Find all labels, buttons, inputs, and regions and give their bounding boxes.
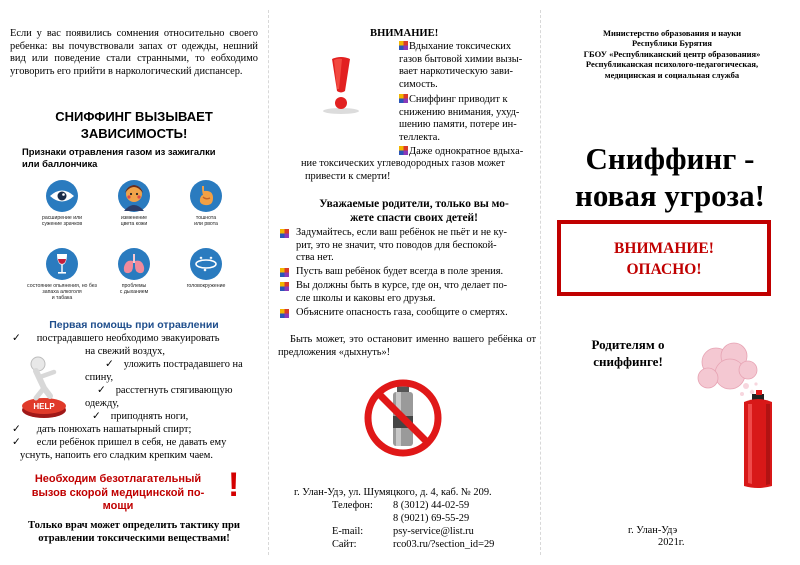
exclamation-icon: ! — [228, 466, 240, 504]
symptom-pupils — [27, 180, 97, 227]
first-aid-item — [97, 385, 255, 398]
to-parents-heading — [578, 336, 678, 370]
first-aid-text: приподнять ноги, — [110, 411, 189, 422]
symptom-intoxication — [27, 248, 97, 302]
email-link[interactable]: psy-service@list.ru — [393, 526, 474, 537]
fact-text: Вдыхание токсических — [409, 41, 512, 52]
first-aid-text: расстегнуть стягивающую — [115, 385, 233, 396]
tip-text: сле школы и каковы его друзья. — [296, 292, 436, 304]
symptom-label: и табака — [51, 295, 73, 302]
fact-text: симость. — [399, 78, 438, 90]
signs-heading-line: Признаки отравления газом из зажигалки — [22, 146, 216, 157]
intro-text: Если у вас появились сомнения относительно своего ребенка: вы почувствовали запах от одежды, нешний вид или поведение стали странными, то еобходимо уговорить его прийти в наркологический диспансер. — [10, 28, 258, 77]
symptom-label: состояние опьянения, но без — [27, 283, 97, 289]
year: 2021г. — [658, 537, 685, 548]
column-divider — [540, 10, 541, 555]
check-icon: ✓ — [97, 385, 106, 396]
ministry-line: медицинская и социальная служба — [604, 69, 740, 80]
tip-text: Задумайтесь, если ваш ребёнок не пьёт и не ку- — [296, 227, 508, 238]
fact-item — [399, 94, 537, 144]
symptom-label: сужение зрачков — [41, 221, 83, 228]
bullet-icon — [280, 282, 289, 291]
dizzy-icon — [190, 248, 222, 280]
fact-item — [399, 41, 537, 91]
first-aid-text: если ребёнок пришел в себя, не давать ему — [36, 437, 227, 448]
ministry-line: Республиканская психолого-педагогическая, — [585, 59, 759, 70]
lungs-icon — [118, 248, 150, 280]
first-aid-text: пострадавшего необходимо эвакуировать — [36, 333, 220, 344]
help-figure-illustration — [14, 352, 76, 420]
first-aid-text: уложить пострадавшего на — [123, 359, 243, 370]
bullet-icon — [280, 309, 289, 318]
fact-text: привести к смерти! — [305, 171, 391, 182]
site-label: Сайт: — [332, 539, 357, 550]
check-icon: ✓ — [12, 333, 21, 344]
parent-tip — [280, 280, 538, 305]
bullet-icon — [399, 41, 408, 50]
title-line: Сниффинг - — [585, 141, 755, 176]
first-aid-item — [12, 437, 262, 450]
symptom-label: изменение — [120, 215, 148, 221]
closing-text: Быть может, это остановит именно вашего ребёнка от предложения «дыхнуть»! — [278, 334, 536, 358]
ambulance-call-notice — [20, 473, 216, 514]
face-icon — [118, 180, 150, 212]
symptom-label: запаха алкоголя — [42, 289, 82, 296]
phone-number: 8 (9021) 69-55-29 — [393, 513, 470, 524]
bullet-icon — [399, 94, 408, 103]
fact-item-continued — [305, 171, 535, 184]
site-link[interactable]: rco03.ru/?section_id=29 — [393, 539, 495, 550]
first-aid-item — [12, 424, 191, 437]
tip-text: ства нет. — [296, 252, 334, 263]
ambulance-line: вызов скорой медицинской по- — [31, 486, 205, 499]
first-aid-text: одежду, — [85, 398, 120, 409]
symptom-label: расширение или — [41, 215, 83, 221]
first-aid-item — [105, 359, 255, 372]
ministry-line: ГБОУ «Республиканский центр образования» — [583, 48, 761, 59]
check-icon: ✓ — [12, 424, 21, 435]
danger-line: ВНИМАНИЕ! — [614, 240, 714, 257]
to-parents-line: Родителям о — [591, 337, 665, 352]
signs-heading-line: или баллончика — [22, 157, 98, 169]
doctor-line: Только врач может определить тактику при — [28, 520, 240, 531]
fact-text: ние токсических углеводородных газов может — [301, 158, 505, 169]
fact-text: Даже однократное вдыха- — [409, 146, 524, 157]
signs-heading — [22, 146, 262, 169]
fact-text: снижению внимания, ухуд- — [399, 106, 520, 118]
first-aid-text: уснуть, напоить его сладким крепким чаем. — [20, 450, 213, 461]
to-parents-line: сниффинге! — [593, 354, 663, 369]
doctor-line: отравлении токсическими веществами! — [38, 533, 230, 544]
red-exclamation-illustration — [296, 53, 386, 118]
parents-heading — [290, 197, 538, 225]
first-aid-item — [92, 411, 188, 424]
phone-label: Телефон: — [332, 500, 373, 511]
symptom-label: головокружение — [186, 283, 226, 289]
ministry-line: Республики Бурятия — [631, 38, 713, 49]
danger-warning-box — [557, 220, 771, 296]
attention-title: ВНИМАНИЕ! — [370, 28, 439, 39]
brochure-title — [550, 140, 790, 214]
city: г. Улан-Удэ — [628, 525, 678, 536]
tip-text: Объясните опасность газа, сообщите о смертях. — [296, 307, 508, 318]
first-aid-item — [85, 398, 119, 411]
symptom-label: или рвота — [194, 221, 218, 228]
fact-item — [399, 146, 537, 159]
first-aid-text: на свежий воздух, — [85, 346, 165, 357]
bullet-icon — [399, 146, 408, 155]
parent-tip — [280, 307, 538, 320]
first-aid-item — [85, 372, 113, 385]
help-button-label: HELP — [33, 402, 55, 411]
symptom-nausea — [171, 180, 241, 227]
symptom-label: цвета кожи — [120, 221, 148, 228]
parents-heading-line: Уважаемые родители, только вы мо- — [319, 198, 509, 210]
bullet-icon — [280, 268, 289, 277]
wine-glass-icon — [46, 248, 78, 280]
fact-text: Сниффинг приводит к — [409, 94, 508, 105]
danger-line: ОПАСНО! — [626, 261, 702, 278]
symptom-dizziness — [171, 248, 241, 289]
ministry-header — [557, 28, 787, 80]
symptom-breathing — [99, 248, 169, 295]
check-icon: ✓ — [92, 411, 101, 422]
check-icon: ✓ — [105, 359, 114, 370]
bullet-icon — [280, 229, 289, 238]
tip-text: рит, это не значит, что поводов для беспокой- — [296, 239, 497, 251]
address: г. Улан-Удэ, ул. Шумяцкого, д. 4, каб. № 209. — [294, 487, 492, 498]
ministry-line: Министерство образования и науки — [602, 28, 742, 38]
first-aid-text: спину, — [85, 372, 114, 383]
fact-text: шению памяти, потере ин- — [399, 119, 517, 130]
symptom-label: проблемы — [121, 283, 147, 289]
addiction-heading-line: СНИФФИНГ ВЫЗЫВАЕТ — [55, 109, 213, 124]
tip-text: Пусть ваш ребёнок будет всегда в поле зрения. — [296, 266, 504, 277]
tip-text: Вы должны быть в курсе, где он, что делает по- — [296, 280, 508, 291]
fact-text: вает наркотическую зави- — [399, 66, 513, 77]
fact-text: теллекта. — [399, 131, 440, 143]
symptom-label: тошнота — [195, 215, 217, 221]
symptom-label: с дыханием — [119, 289, 149, 296]
symptom-skin — [99, 180, 169, 227]
no-spray-icon — [363, 378, 443, 458]
parents-heading-line: жете спасти своих детей! — [350, 212, 478, 224]
parent-tip — [280, 266, 538, 279]
phone-number: 8 (3012) 44-02-59 — [393, 500, 470, 511]
ambulance-line: Необходим безотлагательный — [34, 473, 202, 485]
email-label: E-mail: — [332, 526, 364, 537]
column-divider — [268, 10, 269, 555]
doctor-notice — [8, 519, 260, 545]
addiction-heading-line: ЗАВИСИМОСТЬ! — [80, 126, 188, 141]
title-line: новая угроза! — [575, 178, 765, 213]
stomach-icon — [190, 180, 222, 212]
first-aid-text: дать понюхать нашатырный спирт; — [36, 424, 192, 435]
ambulance-line: мощи — [102, 500, 134, 512]
addiction-heading — [24, 108, 244, 142]
check-icon: ✓ — [12, 437, 21, 448]
spray-can-cloud-illustration — [686, 340, 786, 490]
first-aid-item — [20, 450, 213, 463]
parent-tip — [280, 227, 538, 265]
first-aid-item — [85, 346, 165, 359]
first-aid-item — [12, 333, 260, 346]
fact-text: газов бытовой химии вызы- — [399, 53, 523, 65]
eye-icon — [46, 180, 78, 212]
fact-item-continued — [301, 158, 537, 171]
first-aid-heading: Первая помощь при отравлении — [49, 319, 219, 331]
